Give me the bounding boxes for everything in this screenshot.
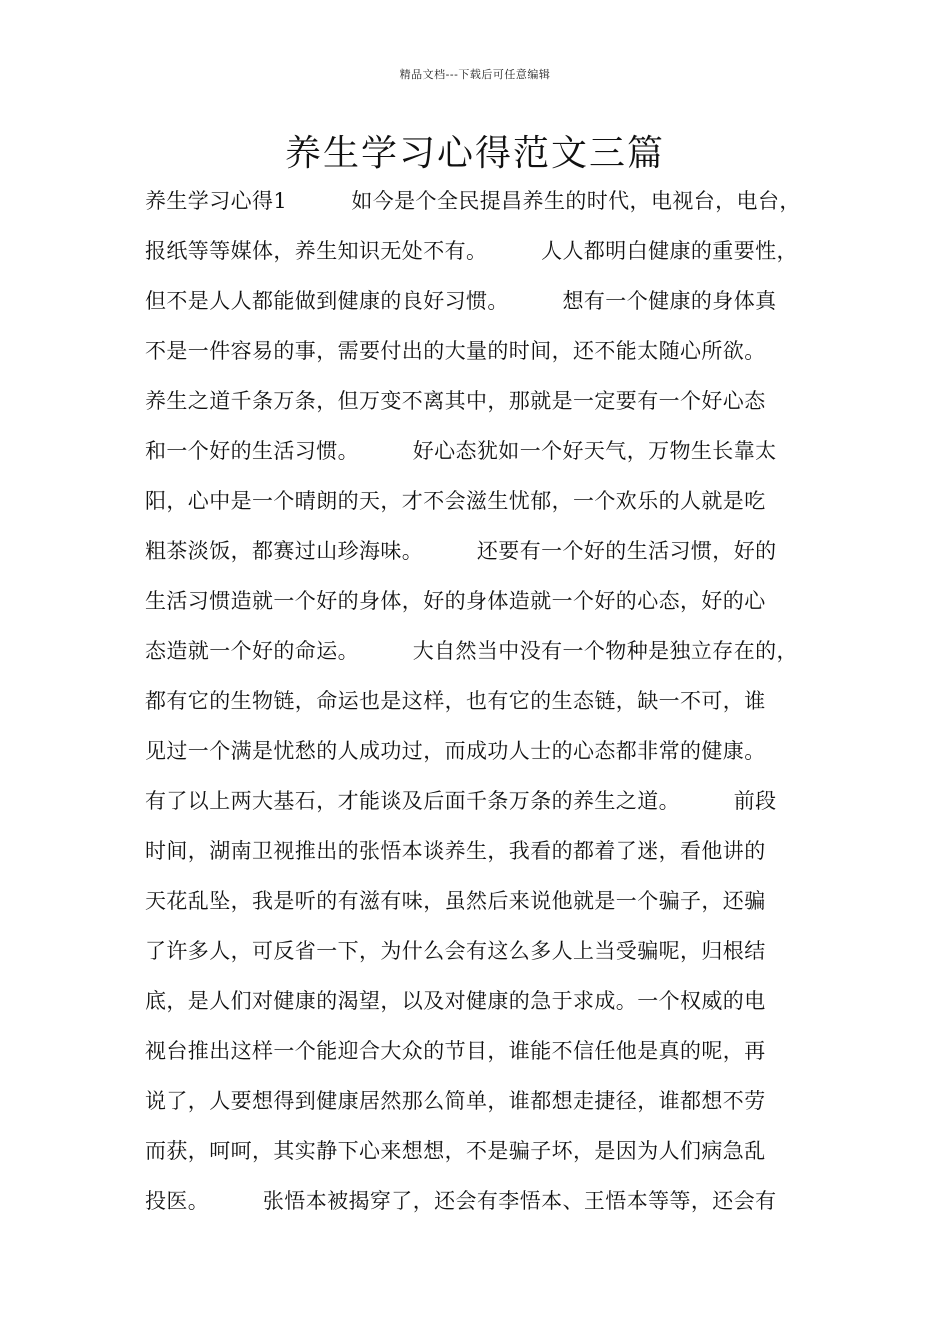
- body-text: [145, 182, 835, 1232]
- text-line: 见过一个满是忧愁的人成功过，而成功人士的心态都非常的健康。: [145, 739, 766, 763]
- text-line: 阳，心中是一个晴朗的天，才不会滋生忧郁，一个欢乐的人就是吃: [145, 489, 766, 513]
- text-line: 而获，呵呵，其实静下心来想想，不是骗子坏，是因为人们病急乱: [145, 1139, 766, 1163]
- text-line: 态造就一个好的命运。 大自然当中没有一个物种是独立存在的，: [145, 639, 798, 663]
- text-line: 和一个好的生活习惯。 好心态犹如一个好天气，万物生长靠太: [145, 439, 777, 463]
- text-line: 天花乱坠，我是听的有滋有味，虽然后来说他就是一个骗子，还骗: [145, 889, 766, 913]
- text-line: 不是一件容易的事，需要付出的大量的时间，还不能太随心所欲。: [145, 339, 766, 363]
- text-line: 视台推出这样一个能迎合大众的节目，谁能不信任他是真的呢，再: [145, 1039, 766, 1063]
- text-line: 但不是人人都能做到健康的良好习惯。 想有一个健康的身体真: [145, 289, 777, 313]
- text-line: 都有它的生物链，命运也是这样，也有它的生态链，缺一不可，谁: [145, 689, 766, 713]
- document-title: 养生学习心得范文三篇: [284, 133, 665, 174]
- text-line: 养生学习心得1 如今是个全民提昌养生的时代，电视台，电台，: [145, 189, 801, 213]
- text-line: 投医。 张悟本被揭穿了，还会有李悟本、王悟本等等，还会有: [145, 1189, 777, 1213]
- text-line: 有了以上两大基石，才能谈及后面千条万条的养生之道。 前段: [145, 789, 777, 813]
- text-line: 养生之道千条万条，但万变不离其中，那就是一定要有一个好心态: [145, 389, 766, 413]
- text-line: 了许多人，可反省一下，为什么会有这么多人上当受骗呢，归根结: [145, 939, 766, 963]
- text-line: 粗茶淡饭，都赛过山珍海味。 还要有一个好的生活习惯，好的: [145, 539, 777, 563]
- header-note: 精品文档---下载后可任意编辑: [399, 68, 551, 81]
- text-line: 底，是人们对健康的渴望，以及对健康的急于求成。一个权威的电: [145, 989, 766, 1013]
- text-line: 说了，人要想得到健康居然那么简单，谁都想走捷径，谁都想不劳: [145, 1089, 766, 1113]
- text-line: 报纸等等媒体，养生知识无处不有。 人人都明白健康的重要性，: [145, 239, 798, 263]
- text-line: 生活习惯造就一个好的身体，好的身体造就一个好的心态，好的心: [145, 589, 766, 613]
- text-line: 时间，湖南卫视推出的张悟本谈养生，我看的都着了迷，看他讲的: [145, 839, 766, 863]
